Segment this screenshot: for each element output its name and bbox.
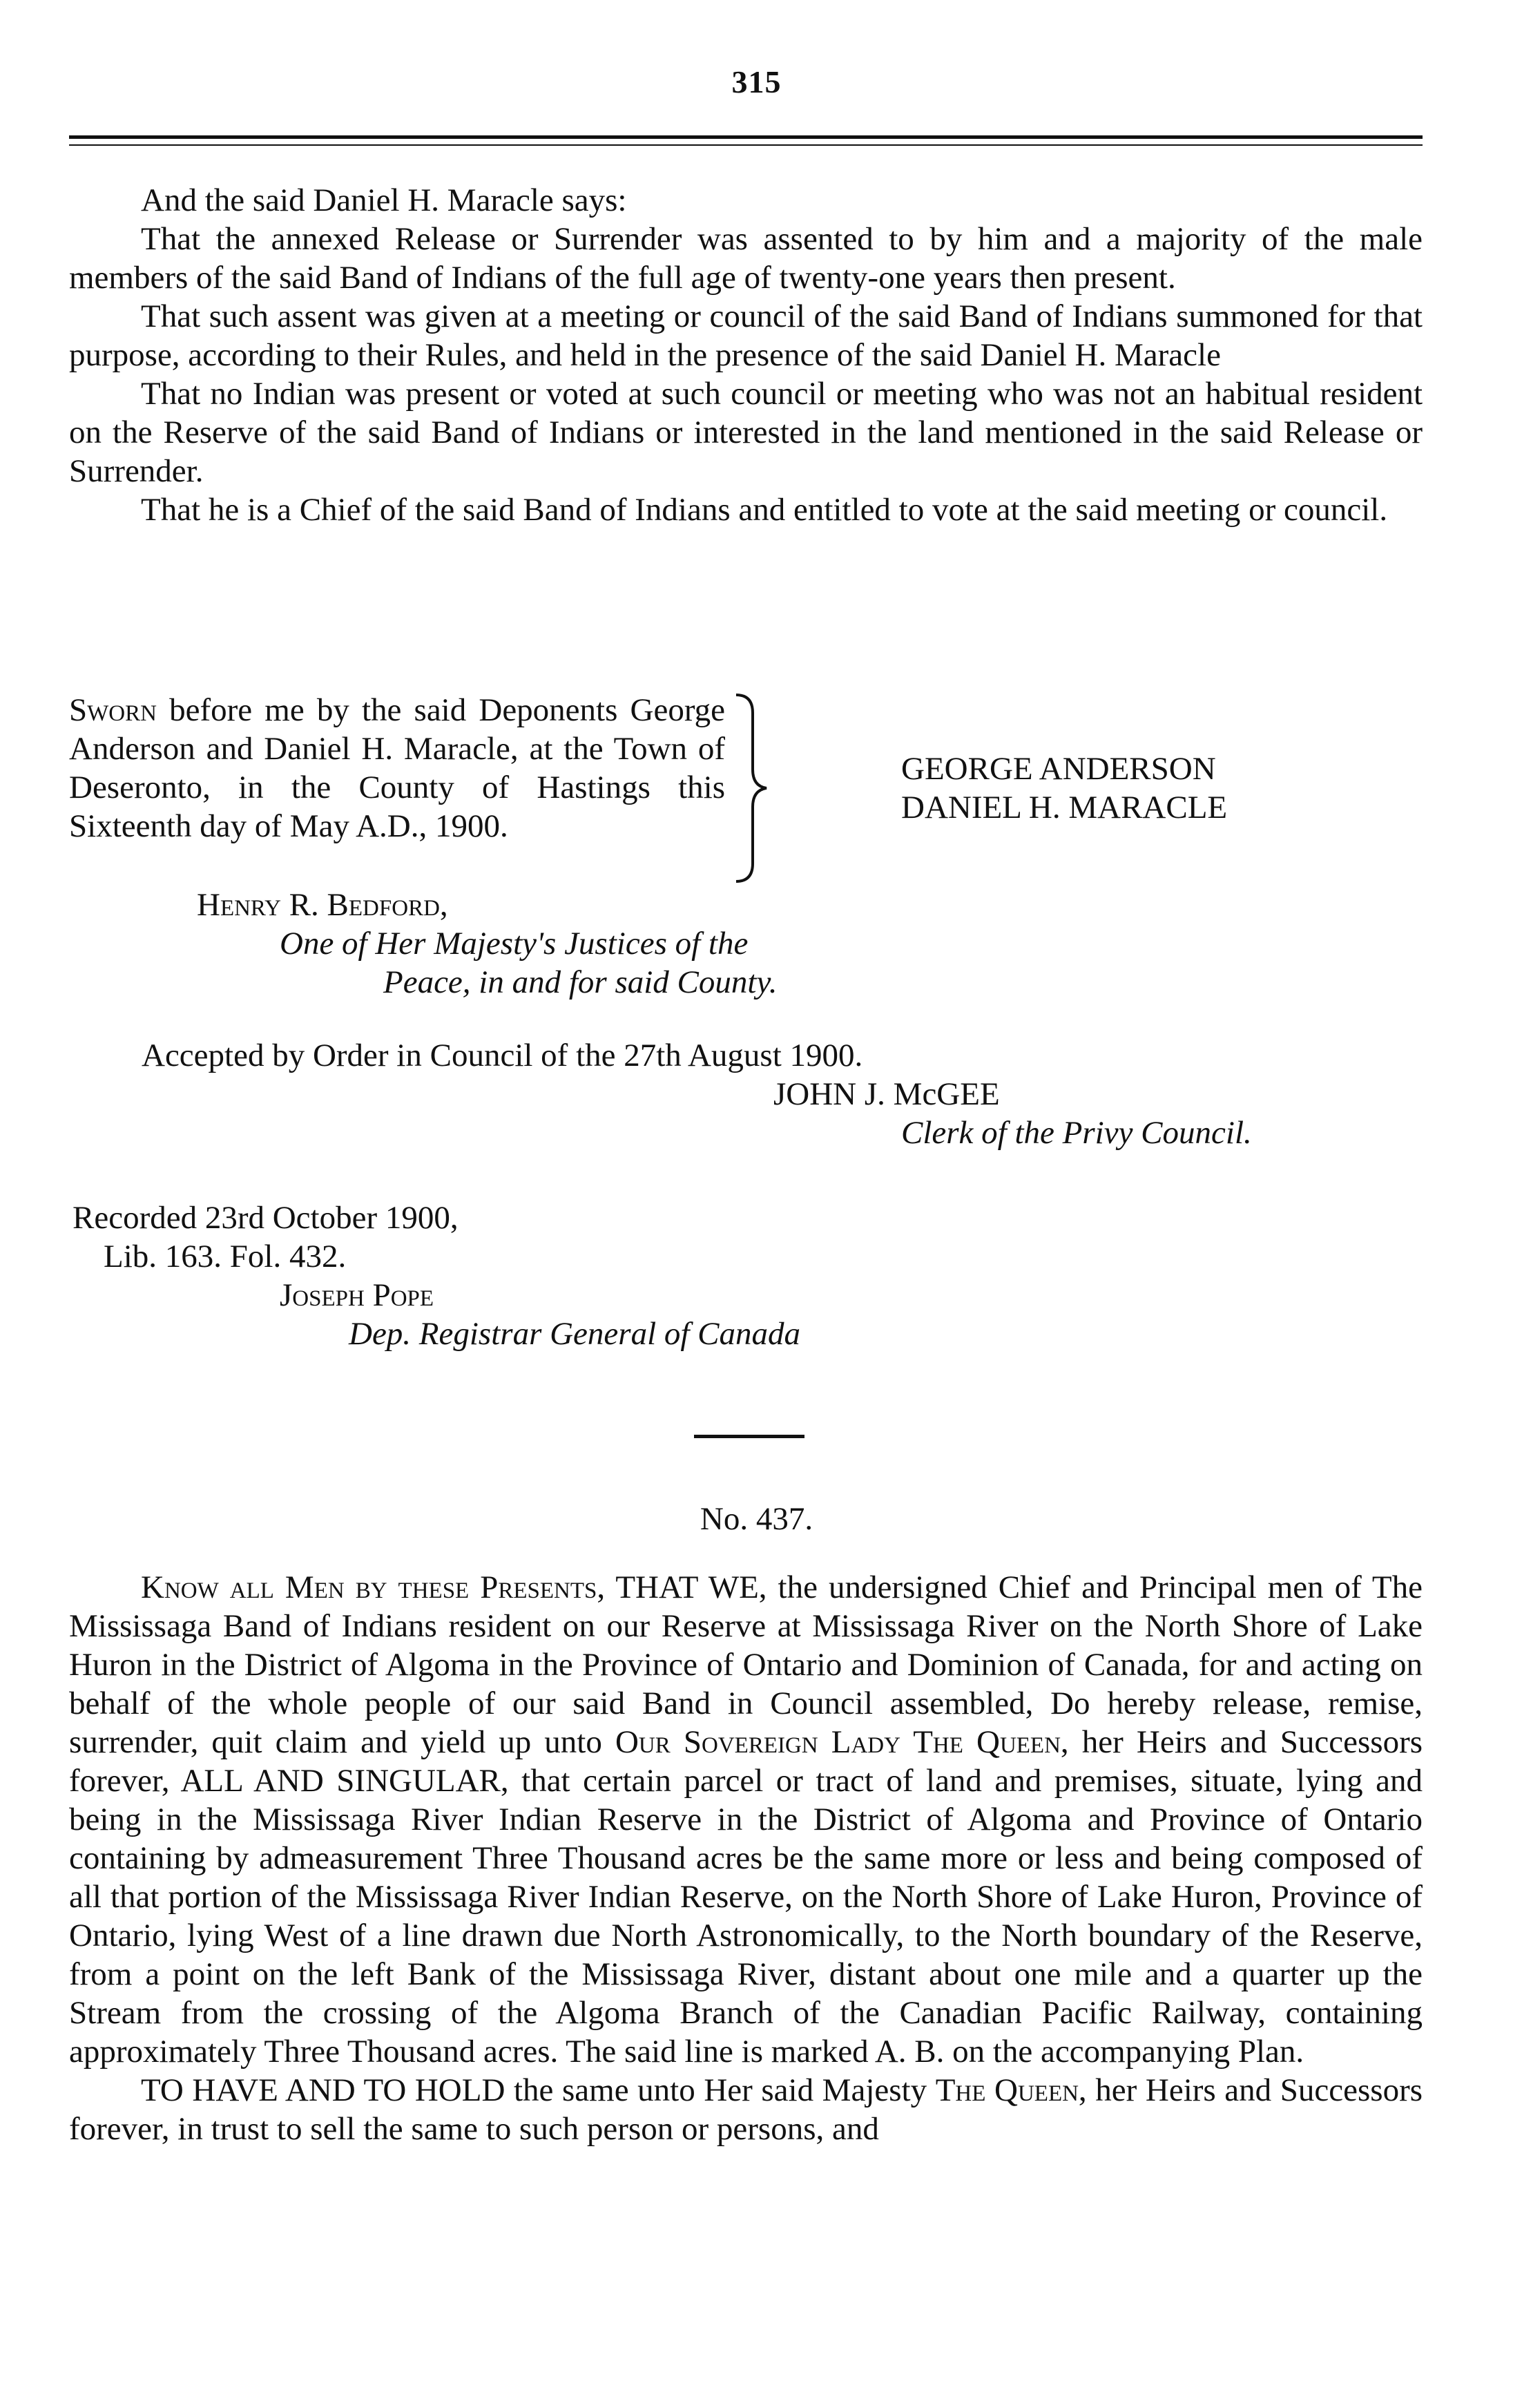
surrender-paragraph-1 — [69, 1568, 1423, 2071]
justice-title-line1: One of Her Majesty's Justices of the — [280, 926, 749, 962]
header-rule-thick — [69, 135, 1423, 139]
clerk-name: JOHN J. McGEE — [773, 1076, 1000, 1112]
sovereign-title: Our Sovereign Lady The Queen, — [615, 1724, 1069, 1760]
jurat-text — [69, 691, 725, 845]
recorded-line2: Lib. 163. Fol. 432. — [104, 1239, 347, 1274]
signer-name: DANIEL H. MARACLE — [901, 790, 1228, 825]
affidavit-paragraph: That he is a Chief of the said Band of Indians and entitled to vote at the said meeting or council. — [141, 492, 1388, 528]
justice-name: Henry R. Bedford, — [197, 887, 448, 923]
surrender-paragraph-2 — [69, 2071, 1423, 2148]
surrender-text — [69, 1568, 1423, 2148]
the-queen: The Queen, — [935, 2072, 1087, 2108]
habendum-part2: her Heirs and Successors forever, in trust to sell the same to such person or persons, and — [69, 2072, 1423, 2147]
jurat — [69, 691, 732, 845]
opening-caps: Know all Men by these Presents, — [141, 1569, 606, 1605]
justice-title-line2: Peace, in and for said County. — [383, 964, 778, 1000]
registrar-name: Joseph Pope — [280, 1277, 434, 1313]
affidavit-paragraph: That such assent was given at a meeting or council of the said Band of Indians summoned for that purpose, according to their Rules, and held in the presence of the said Daniel H. Maracle — [69, 298, 1423, 373]
jurat-body: before me by the said Deponents George Anderson and Daniel H. Maracle, at the Town of Deseronto, in the County of Hastings this Sixteenth day of May A.D., 1900. — [69, 692, 725, 844]
acceptance-text: Accepted by Order in Council of the 27th August 1900. — [142, 1038, 863, 1073]
affidavit-paragraph: That no Indian was present or voted at such council or meeting who was not an habitual resident on the Reserve of the said Band of Indians or interested in the land mentioned in the said Release or Surrender. — [69, 376, 1423, 489]
registrar-title: Dep. Registrar General of Canada — [349, 1316, 801, 1352]
document-number: No. 437. — [700, 1501, 813, 1537]
surrender-text-part2: her Heirs and Successors forever, ALL AND SINGULAR, that certain parcel or tract of land and premises, situate, lying and being in the Mississaga River Indian Reserve in the District of Algoma and Province of Ontario containing by admeasurement Three Thousand acres be the same more or less and being composed of all that portion of the Mississaga River Indian Reserve, on the North Shore of Lake Huron, Province of Ontario, lying West of a line drawn due North Astronomically, to the North boundary of the Reserve, from a point on the left Bank of the Mississaga River, distant about one mile and a quarter up the Stream from the crossing of the Algoma Branch of the Canadian Pacific Railway, containing approximately Three Thousand acres. The said line is marked A. B. on the accompanying Plan. — [69, 1724, 1423, 2070]
clerk-title: Clerk of the Privy Council. — [901, 1115, 1252, 1151]
page-number: 315 — [731, 64, 782, 99]
recorded-line1: Recorded 23rd October 1900, — [73, 1200, 459, 1236]
deponent-intro: And the said Daniel H. Maracle says: — [141, 182, 627, 218]
signatories — [901, 749, 1227, 827]
habendum-part1: TO HAVE AND TO HOLD the same unto Her said Majesty — [141, 2072, 927, 2108]
signer-name: GEORGE ANDERSON — [901, 751, 1216, 787]
jurat-sworn: Sworn — [69, 692, 157, 728]
header-rule-thin — [69, 144, 1423, 146]
affidavit-section — [69, 181, 1423, 529]
affidavit-paragraph: That the annexed Release or Surrender was assented to by him and a majority of the male members of the said Band of Indians of the full age of twenty-one years then present. — [69, 221, 1423, 296]
section-divider — [694, 1435, 804, 1438]
right-brace-icon — [732, 692, 773, 884]
surrender-text-part1: THAT WE, the undersigned Chief and Principal men of The Mississaga Band of Indians resident on our Reserve at Mississaga River on the North Shore of Lake Huron in the District of Algoma in the Province of Ontario and Dominion of Canada, for and acting on behalf of the whole people of our said Band in Council assembled, Do hereby release, remise, surrender, quit claim and yield up unto — [69, 1569, 1423, 1760]
